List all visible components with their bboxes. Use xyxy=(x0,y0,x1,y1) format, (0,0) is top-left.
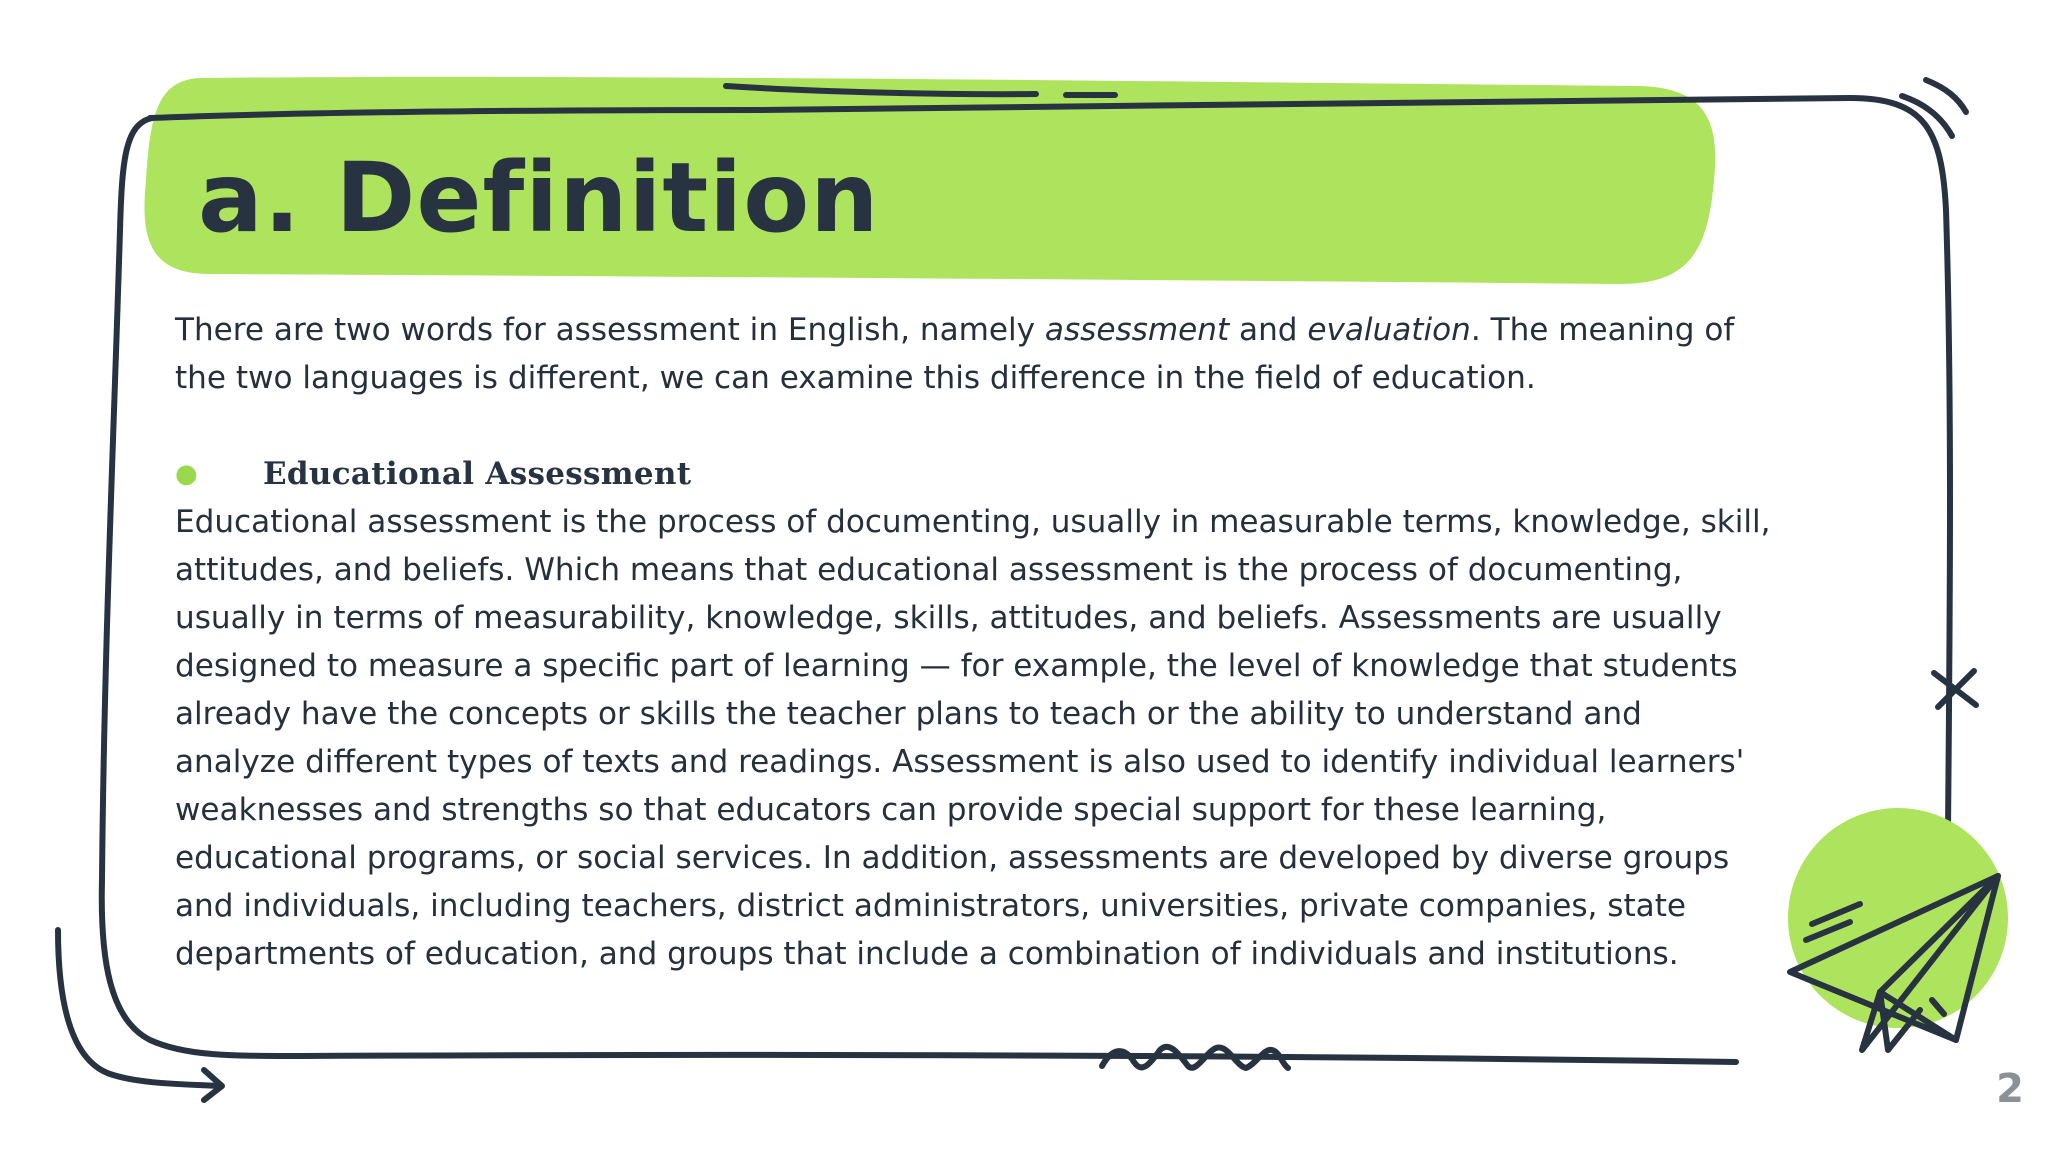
corner-swoosh-inner xyxy=(1926,80,1966,112)
paragraph-line: usually in terms of measurability, knowledge, skills, attitudes, and beliefs. Assessments are usually xyxy=(175,600,1722,636)
intro-line-1 xyxy=(175,306,1875,354)
term-evaluation: evaluation xyxy=(1307,312,1471,348)
paragraph-line: weaknesses and strengths so that educators can provide special support for these learning, xyxy=(175,792,1607,828)
intro-line-2: the two languages is different, we can examine this difference in the field of education. xyxy=(175,360,1536,396)
intro-text-part-1: There are two words for assessment in English, namely xyxy=(175,312,1045,348)
paragraph-line: and individuals, including teachers, district administrators, universities, private companies, state xyxy=(175,888,1687,924)
section-heading-row xyxy=(175,450,1875,498)
intro-paragraph xyxy=(175,306,1875,402)
paragraph-line: departments of education, and groups that include a combination of individuals and institutions. xyxy=(175,936,1679,972)
paragraph-line: already have the concepts or skills the teacher plans to teach or the ability to understand and xyxy=(175,696,1642,732)
term-assessment: assessment xyxy=(1044,312,1230,348)
page-title: a. Definition xyxy=(198,142,880,254)
paragraph-line: educational programs, or social services. In addition, assessments are developed by diverse groups xyxy=(175,840,1730,876)
slide-body xyxy=(175,306,1875,978)
section-paragraph xyxy=(175,498,1875,978)
paragraph-line: analyze different types of texts and readings. Assessment is also used to identify individual learners' xyxy=(175,744,1745,780)
intro-text-part-2: and xyxy=(1229,312,1308,348)
intro-text-part-3: . The meaning of xyxy=(1470,312,1735,348)
cross-icon xyxy=(1934,671,1976,707)
page-number: 2 xyxy=(1996,1066,2024,1112)
section-heading: Educational Assessment xyxy=(263,456,692,492)
bullet-dot-icon: ● xyxy=(175,459,198,489)
paragraph-line: designed to measure a specific part of learning — for example, the level of knowledge that students xyxy=(175,648,1738,684)
paragraph-line: attitudes, and beliefs. Which means that educational assessment is the process of documenting, xyxy=(175,552,1683,588)
paragraph-line: Educational assessment is the process of documenting, usually in measurable terms, knowledge, skill, xyxy=(175,504,1771,540)
